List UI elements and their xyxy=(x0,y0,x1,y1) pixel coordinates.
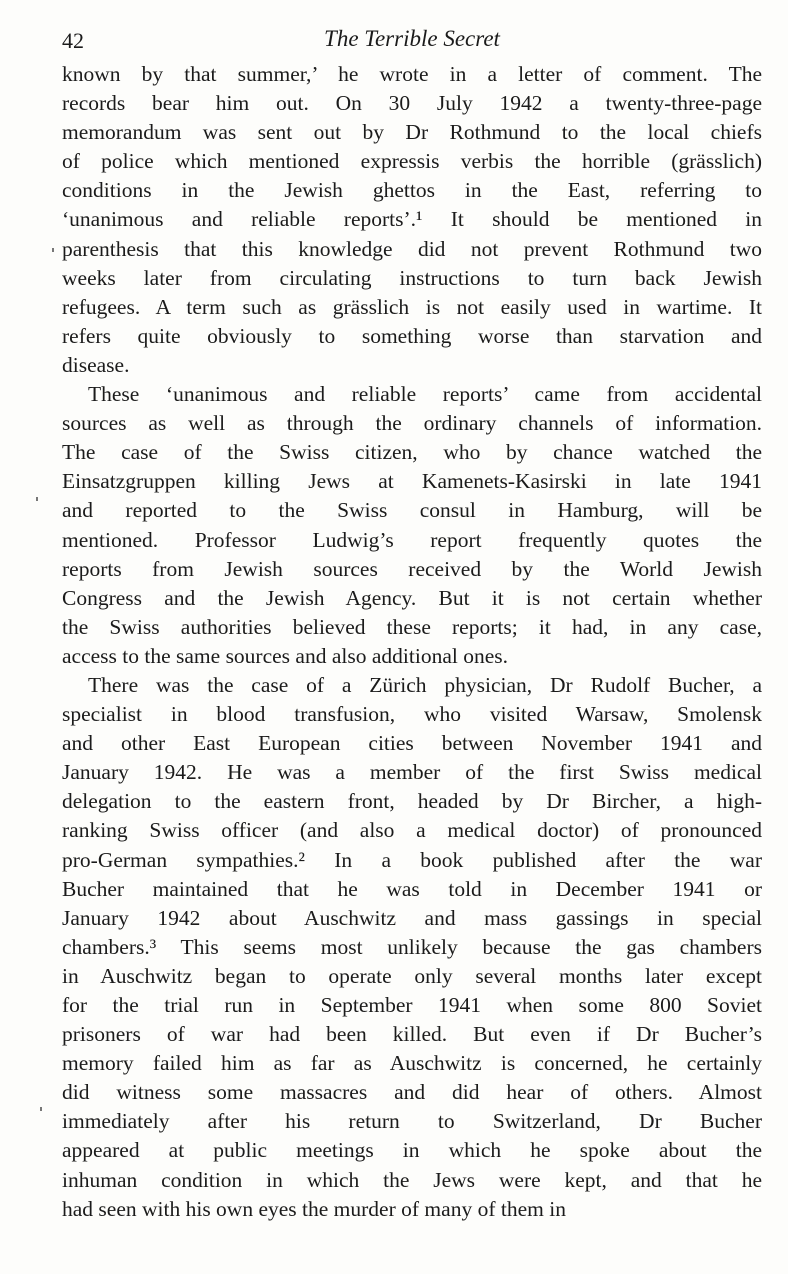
text-line: memorandum was sent out by Dr Rothmund to the local chiefs xyxy=(62,120,762,145)
paragraph xyxy=(62,380,762,671)
text-line: prisoners of war had been killed. But even if Dr Bucher’s xyxy=(62,1022,762,1047)
margin-speck xyxy=(40,1107,42,1111)
margin-speck xyxy=(36,497,38,501)
text-line: for the trial run in September 1941 when some 800 Soviet xyxy=(62,993,762,1017)
text-line: There was the case of a Zürich physician, Dr Rudolf Bucher, a xyxy=(88,672,762,697)
text-line: mentioned. Professor Ludwig’s report frequently quotes the xyxy=(62,527,762,552)
text-line: inhuman condition in which the Jews were kept, and that he xyxy=(62,1167,762,1192)
running-title: The Terrible Secret xyxy=(324,26,500,51)
text-line: refugees. A term such as grässlich is not easily used in wartime. It xyxy=(62,294,762,319)
text-line: had seen with his own eyes the murder of many of them in xyxy=(62,1196,566,1221)
text-line: access to the same sources and also additional ones. xyxy=(62,643,508,668)
text-line: and other East European cities between November 1941 and xyxy=(62,731,762,756)
text-line: appeared at public meetings in which he spoke about the xyxy=(62,1138,762,1163)
text-line: ‘unanimous and reliable reports’.¹ It should be mentioned in xyxy=(62,207,762,232)
text-line: disease. xyxy=(62,352,130,377)
text-line: did witness some massacres and did hear of others. Almost xyxy=(62,1080,762,1105)
text-line: immediately after his return to Switzerland, Dr Bucher xyxy=(62,1109,762,1134)
text-line: pro-German sympathies.² In a book published after the war xyxy=(62,847,762,872)
text-line: the Swiss authorities believed these reports; it had, in any case, xyxy=(62,614,762,639)
text-line: weeks later from circulating instructions to turn back Jewish xyxy=(62,265,762,290)
text-line: These ‘unanimous and reliable reports’ came from accidental xyxy=(88,382,762,407)
text-line: reports from Jewish sources received by the World Jewish xyxy=(62,556,762,581)
text-line: chambers.³ This seems most unlikely because the gas chambers xyxy=(62,934,762,959)
page-number: 42 xyxy=(62,28,84,53)
text-line: sources as well as through the ordinary channels of information. xyxy=(62,411,762,436)
text-line: refers quite obviously to something worse than starvation and xyxy=(62,323,762,348)
text-line: memory failed him as far as Auschwitz is concerned, he certainly xyxy=(62,1051,762,1076)
text-line: Einsatzgruppen killing Jews at Kamenets-Kasirski in late 1941 xyxy=(62,469,762,494)
paragraph xyxy=(62,671,762,1224)
text-line: delegation to the eastern front, headed by Dr Bircher, a high- xyxy=(62,789,762,814)
margin-speck xyxy=(52,248,54,252)
text-line: of police which mentioned expressis verbis the horrible (grässlich) xyxy=(62,149,762,174)
text-line: and reported to the Swiss consul in Hamburg, will be xyxy=(62,498,762,523)
text-line: specialist in blood transfusion, who visited Warsaw, Smolensk xyxy=(62,702,762,727)
text-line: parenthesis that this knowledge did not prevent Rothmund two xyxy=(62,236,762,261)
body-text xyxy=(62,60,762,1224)
text-line: ranking Swiss officer (and also a medical doctor) of pronounced xyxy=(62,818,762,843)
text-line: in Auschwitz began to operate only several months later except xyxy=(62,963,762,988)
text-line: records bear him out. On 30 July 1942 a twenty-three-page xyxy=(62,91,762,116)
text-line: January 1942 about Auschwitz and mass gassings in special xyxy=(62,905,762,930)
paragraph xyxy=(62,60,762,380)
text-line: Bucher maintained that he was told in December 1941 or xyxy=(62,876,762,901)
text-line: conditions in the Jewish ghettos in the East, referring to xyxy=(62,178,762,203)
text-line: The case of the Swiss citizen, who by chance watched the xyxy=(62,440,762,465)
running-head xyxy=(62,26,762,56)
text-line: January 1942. He was a member of the first Swiss medical xyxy=(62,760,762,785)
text-line: known by that summer,’ he wrote in a letter of comment. The xyxy=(62,62,762,86)
text-line: Congress and the Jewish Agency. But it is not certain whether xyxy=(62,585,762,610)
